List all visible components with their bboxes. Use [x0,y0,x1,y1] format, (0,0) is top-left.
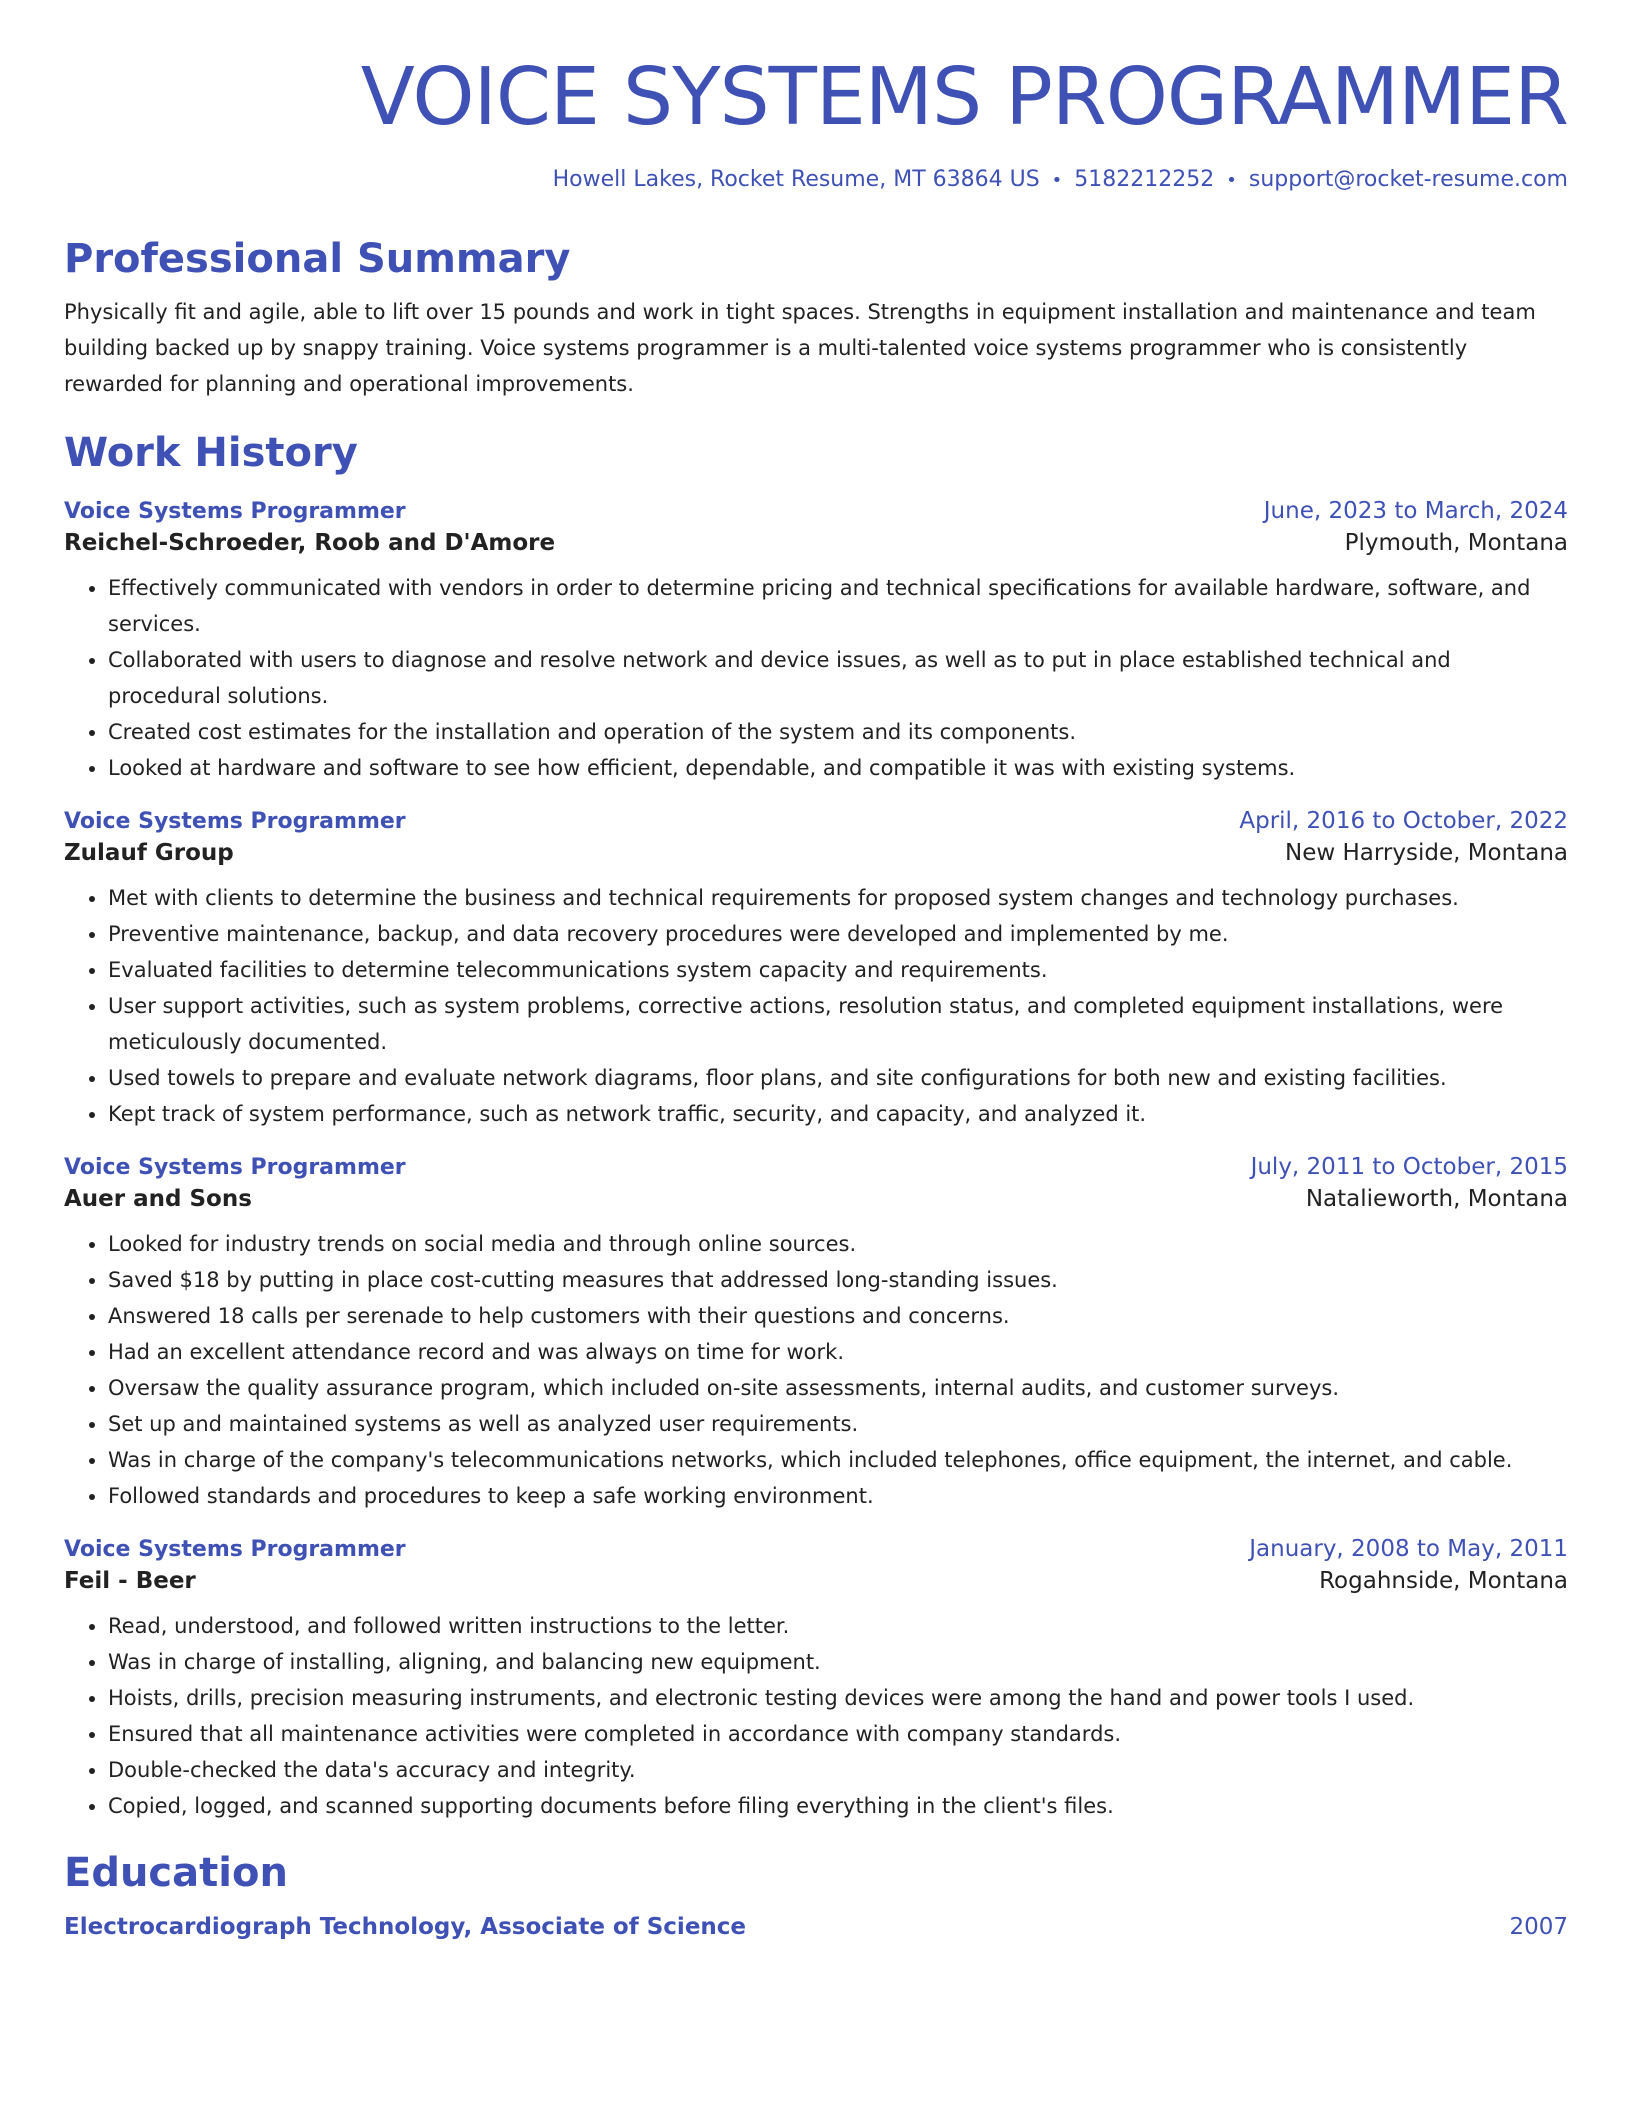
resume-title: VOICE SYSTEMS PROGRAMMER [360,51,1568,143]
job-entry [64,808,1568,1132]
job-title: Voice Systems Programmer [64,1537,406,1562]
job-company: Auer and Sons [64,1186,252,1212]
job-header-row [64,498,1568,524]
job-bullet: • Read, understood, and followed written instructions to the letter. [108,1608,1568,1644]
job-bullet: • Kept track of system performance, such as network traffic, security, and capacity, and analyzed it. [108,1096,1568,1132]
job-bullet: • Used towels to prepare and evaluate network diagrams, floor plans, and site configurations for both new and existing facilities. [108,1060,1568,1096]
job-bullet-list [64,880,1568,1132]
education-heading: Education [64,1850,288,1896]
job-bullet: • Evaluated facilities to determine telecommunications system capacity and requirements. [108,952,1568,988]
job-location: New Harryside, Montana [1284,840,1568,866]
job-bullet: • Looked at hardware and software to see how efficient, dependable, and compatible it was with existing systems. [108,750,1568,786]
contact-email: support@rocket-resume.com [1248,167,1568,192]
job-bullet: • Saved $18 by putting in place cost-cutting measures that addressed long-standing issues. [108,1262,1568,1298]
job-bullet: • Answered 18 calls per serenade to help customers with their questions and concerns. [108,1298,1568,1334]
job-company: Feil - Beer [64,1568,196,1594]
job-bullet-list [64,1608,1568,1824]
job-entry [64,1154,1568,1514]
job-company-row [64,1568,1568,1594]
job-bullet: • Followed standards and procedures to keep a safe working environment. [108,1478,1568,1514]
job-dates: January, 2008 to May, 2011 [1249,1536,1568,1562]
job-title: Voice Systems Programmer [64,809,406,834]
job-bullet: • Had an excellent attendance record and was always on time for work. [108,1334,1568,1370]
job-bullet-list [64,1226,1568,1514]
job-bullet: • Hoists, drills, precision measuring instruments, and electronic testing devices were among the hand and power tools I used. [108,1680,1568,1716]
contact-separator: • [1051,170,1063,191]
job-bullet: • Double-checked the data's accuracy and integrity. [108,1752,1568,1788]
job-bullet: • User support activities, such as system problems, corrective actions, resolution status, and completed equipment installations, were meticulously documented. [108,988,1568,1060]
job-bullet: • Ensured that all maintenance activities were completed in accordance with company standards. [108,1716,1568,1752]
job-bullet: • Oversaw the quality assurance program, which included on-site assessments, internal audits, and customer surveys. [108,1370,1568,1406]
job-bullet: • Created cost estimates for the installation and operation of the system and its components. [108,714,1568,750]
job-bullet: • Collaborated with users to diagnose and resolve network and device issues, as well as to put in place established technical and procedural solutions. [108,642,1568,714]
education-entry [64,1914,1568,1940]
resume-page [64,0,1568,2112]
contact-phone: 5182212252 [1074,167,1215,192]
education-year: 2007 [1509,1914,1568,1940]
job-header-row [64,1154,1568,1180]
work-history-heading: Work History [64,430,358,476]
job-bullet: • Was in charge of installing, aligning, and balancing new equipment. [108,1644,1568,1680]
job-bullet: • Effectively communicated with vendors in order to determine pricing and technical specifications for available hardware, software, and services. [108,570,1568,642]
job-location: Rogahnside, Montana [1319,1568,1568,1594]
job-bullet: • Met with clients to determine the business and technical requirements for proposed system changes and technology purchases. [108,880,1568,916]
contact-address: Howell Lakes, Rocket Resume, MT 63864 US [552,167,1040,192]
job-company: Zulauf Group [64,840,234,866]
job-dates: April, 2016 to October, 2022 [1239,808,1568,834]
contact-line [64,167,1568,192]
job-bullet: • Copied, logged, and scanned supporting documents before filing everything in the client's files. [108,1788,1568,1824]
job-entry [64,1536,1568,1824]
contact-separator: • [1226,170,1237,191]
job-bullet-list [64,570,1568,786]
job-company-row [64,840,1568,866]
job-entry [64,498,1568,786]
job-bullet: • Was in charge of the company's telecommunications networks, which included telephones, office equipment, the internet, and cable. [108,1442,1568,1478]
job-dates: June, 2023 to March, 2024 [1263,498,1568,524]
job-header-row [64,1536,1568,1562]
job-company-row [64,1186,1568,1212]
job-bullet: • Preventive maintenance, backup, and data recovery procedures were developed and implemented by me. [108,916,1568,952]
job-title: Voice Systems Programmer [64,499,406,524]
job-bullet: • Set up and maintained systems as well as analyzed user requirements. [108,1406,1568,1442]
job-location: Plymouth, Montana [1344,530,1568,556]
job-company: Reichel-Schroeder, Roob and D'Amore [64,530,556,556]
job-bullet: • Looked for industry trends on social media and through online sources. [108,1226,1568,1262]
job-company-row [64,530,1568,556]
job-title: Voice Systems Programmer [64,1155,406,1180]
job-dates: July, 2011 to October, 2015 [1250,1154,1568,1180]
summary-text: Physically fit and agile, able to lift over 15 pounds and work in tight spaces. Strengths in equipment installation and maintenance and team building backed up by snappy training. Voice systems programmer is a multi-talented voice systems programmer who is consistently rewarded for planning and operational improvements. [64,300,1536,396]
education-degree: Electrocardiograph Technology, Associate of Science [64,1914,747,1940]
work-history-list [64,498,1568,1824]
job-header-row [64,808,1568,834]
summary-heading: Professional Summary [64,236,571,282]
job-location: Natalieworth, Montana [1305,1186,1568,1212]
